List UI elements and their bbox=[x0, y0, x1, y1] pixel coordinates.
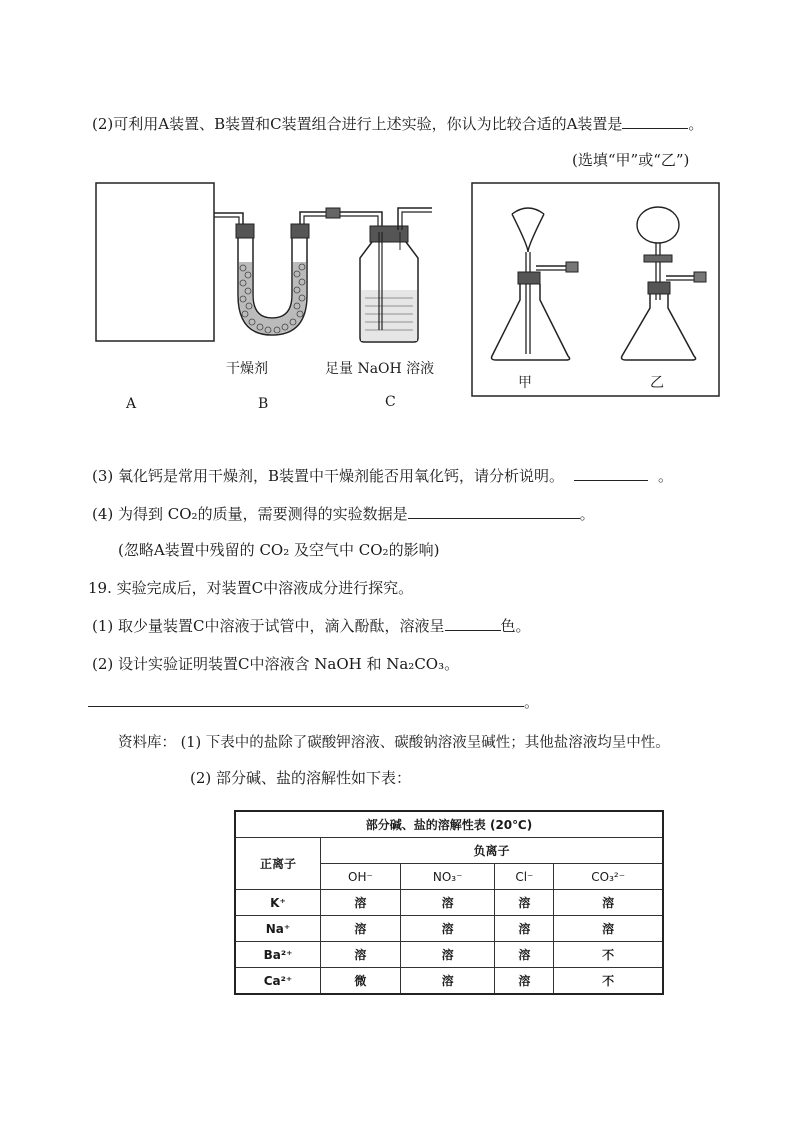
q18-2-line bbox=[92, 114, 703, 134]
q18-4-blank[interactable] bbox=[408, 504, 580, 519]
solubility-cell: 溶 bbox=[400, 942, 495, 968]
q19-1-text: (1) 取少量装置C中溶液于试管中，滴入酚酞，溶液呈 bbox=[92, 617, 445, 635]
anion-header: Cl⁻ bbox=[495, 864, 554, 890]
apparatus-jia bbox=[492, 208, 579, 360]
cation-cell: K⁺ bbox=[235, 890, 321, 916]
label-jia: 甲 bbox=[518, 375, 532, 391]
q18-2-text: (2)可利用A装置、B装置和C装置组合进行上述实验，你认为比较合适的A装置是 bbox=[92, 115, 623, 133]
q18-2-blank[interactable] bbox=[622, 114, 688, 129]
solubility-cell: 微 bbox=[321, 968, 401, 995]
q19-2-end: 。 bbox=[524, 693, 540, 711]
table-title: 部分碱、盐的溶解性表 (20℃) bbox=[235, 811, 663, 838]
solubility-cell: 溶 bbox=[495, 916, 554, 942]
anion-header: NO₃⁻ bbox=[400, 864, 495, 890]
solubility-cell: 溶 bbox=[400, 916, 495, 942]
label-a: A bbox=[126, 396, 137, 412]
q18-4-note: (忽略A装置中残留的 CO₂ 及空气中 CO₂的影响) bbox=[118, 541, 440, 559]
clamp bbox=[326, 208, 340, 218]
solubility-cell: 溶 bbox=[321, 942, 401, 968]
options-box bbox=[472, 183, 719, 396]
solubility-cell: 溶 bbox=[495, 942, 554, 968]
solubility-cell: 溶 bbox=[554, 890, 663, 916]
solubility-cell: 溶 bbox=[400, 890, 495, 916]
solubility-cell: 溶 bbox=[321, 916, 401, 942]
label-b: B bbox=[258, 396, 269, 412]
u-tube-b bbox=[236, 224, 309, 335]
solubility-cell: 不 bbox=[554, 942, 663, 968]
table-row-header: 正离子 bbox=[235, 838, 321, 890]
q18-3-blank[interactable] bbox=[574, 466, 648, 481]
q18-3-text: (3) 氧化钙是常用干燥剂，B装置中干燥剂能否用氧化钙，请分析说明。 bbox=[92, 467, 565, 485]
q18-4-text: (4) 为得到 CO₂的质量，需要测得的实验数据是 bbox=[92, 505, 408, 523]
q19-2-text: (2) 设计实验证明装置C中溶液含 NaOH 和 Na₂CO₃。 bbox=[92, 655, 460, 673]
q19-stem: 19. 实验完成后，对装置C中溶液成分进行探究。 bbox=[88, 579, 414, 597]
q19-1-line bbox=[92, 616, 531, 636]
solubility-cell: 溶 bbox=[554, 916, 663, 942]
q18-3-end: 。 bbox=[658, 467, 674, 485]
cation-cell: Ca²⁺ bbox=[235, 968, 321, 995]
solubility-cell: 溶 bbox=[495, 890, 554, 916]
label-naoh-solution: 足量 NaOH 溶液 bbox=[325, 361, 435, 377]
q19-2-answer-line bbox=[88, 692, 539, 712]
solubility-cell: 溶 bbox=[400, 968, 495, 995]
q18-4-end: 。 bbox=[579, 505, 595, 523]
solubility-cell: 溶 bbox=[321, 890, 401, 916]
q19-2-blank[interactable] bbox=[88, 692, 524, 707]
anion-header: OH⁻ bbox=[321, 864, 401, 890]
table-row bbox=[235, 942, 663, 968]
tube-b-c bbox=[300, 212, 382, 226]
table-col-group: 负离子 bbox=[321, 838, 664, 864]
anion-header: CO₃²⁻ bbox=[554, 864, 663, 890]
device-a-box bbox=[96, 183, 214, 341]
solubility-table bbox=[234, 810, 664, 995]
apparatus-yi bbox=[622, 207, 707, 360]
label-desiccant: 干燥剂 bbox=[226, 361, 268, 377]
cation-cell: Ba²⁺ bbox=[235, 942, 321, 968]
resource-line-1: 资料库： (1) 下表中的盐除了碳酸钾溶液、碳酸钠溶液呈碱性；其他盐溶液均呈中性。 bbox=[118, 735, 670, 751]
table-row bbox=[235, 968, 663, 995]
q19-1-end: 色。 bbox=[500, 617, 531, 635]
solubility-cell: 不 bbox=[554, 968, 663, 995]
wash-bottle-c bbox=[360, 208, 432, 342]
q18-3-line bbox=[92, 466, 673, 486]
q18-4-line bbox=[92, 504, 595, 524]
q19-1-blank[interactable] bbox=[445, 616, 501, 631]
q18-2-hint: (选填“甲”或“乙”) bbox=[572, 151, 690, 169]
label-c: C bbox=[385, 394, 396, 410]
solubility-cell: 溶 bbox=[495, 968, 554, 995]
table-row bbox=[235, 890, 663, 916]
cation-cell: Na⁺ bbox=[235, 916, 321, 942]
apparatus-diagram bbox=[0, 170, 800, 420]
resource-line-2: (2) 部分碱、盐的溶解性如下表： bbox=[190, 769, 412, 787]
label-yi: 乙 bbox=[650, 375, 664, 391]
q18-2-end: 。 bbox=[688, 115, 704, 133]
table-row bbox=[235, 916, 663, 942]
